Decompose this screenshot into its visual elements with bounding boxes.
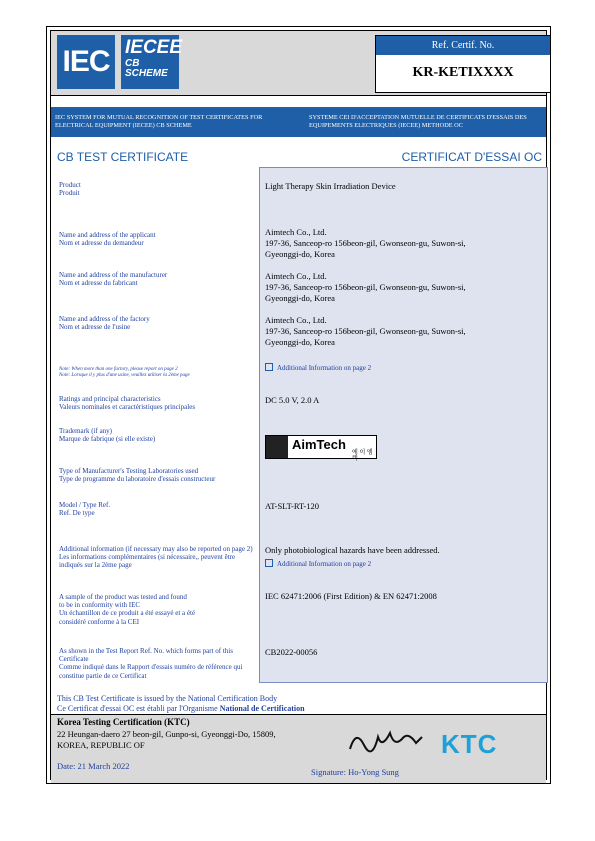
checkbox-icon[interactable] xyxy=(265,363,273,371)
applicant-value: Aimtech Co., Ltd. 197-36, Sanceop-ro 156beon-gil, Gwonseon-gu, Suwon-si, Gyeonggi-do, Korea xyxy=(265,227,466,259)
ktc-logo-text: KTC xyxy=(441,729,498,759)
trademark-mark-icon xyxy=(266,436,288,458)
issued-by xyxy=(57,694,305,714)
cert-number-box xyxy=(375,35,551,93)
additional-info-text: Additional Information on page 2 xyxy=(277,560,372,568)
report-label: As shown in the Test Report Ref. No. which forms part of this Certificate Comme indiqué dans le Rapport d'essais numéro de référence qui constitue partie de ce Certificat xyxy=(59,647,243,680)
issue-date: Date: 21 March 2022 xyxy=(57,761,130,771)
checkbox-icon[interactable] xyxy=(265,559,273,567)
handwritten-signature xyxy=(346,719,426,759)
program-label: Type of Manufacturer's Testing Laboratories used Type de programme du laboratoire d'essais constructeur xyxy=(59,467,216,484)
applicant-label: Name and address of the applicant Nom et adresse du demandeur xyxy=(59,231,156,248)
factory-value: Aimtech Co., Ltd. 197-36, Sanceop-ro 156beon-gil, Gwonseon-gu, Suwon-si, Gyeonggi-do, Korea xyxy=(265,315,466,347)
scheme-band xyxy=(51,107,546,137)
title-fr: CERTIFICAT D'ESSAI OC xyxy=(401,150,542,164)
additional-value: Only photobiological hazards have been addressed. xyxy=(265,545,440,555)
trademark-logo-text: AimTech xyxy=(292,437,346,452)
additional-label: Additional information (if necessary may also be reported on page 2) Les informations complémentaires (si nécessaire,, peuvent être indiqués sur la 2ème page xyxy=(59,545,253,570)
ratings-label: Ratings and principal characteristics Valeurs nominales et caractéristiques principales xyxy=(59,395,196,412)
scheme-logo-text: SCHEME xyxy=(125,68,168,79)
issued-fr-prefix: Ce Certificat d'essai OC est établi par l'Organisme xyxy=(57,704,220,713)
manufacturer-value: Aimtech Co., Ltd. 197-36, Sanceop-ro 156beon-gil, Gwonseon-gu, Suwon-si, Gyeonggi-do, Korea xyxy=(265,271,466,303)
issued-en: This CB Test Certificate is issued by the National Certification Body xyxy=(57,694,278,703)
signature-name: Signature: Ho-Yong Sung xyxy=(311,767,399,777)
issued-fr-bold: National de Certification xyxy=(219,704,305,713)
issuer-block xyxy=(51,714,546,783)
model-value: AT-SLT-RT-120 xyxy=(265,501,319,511)
ktc-logo xyxy=(441,729,497,760)
sample-label: A sample of the product was tested and found to be in conformity with IEC Un échantillon de ce produit a été essayé et a été considéré conforme à la CEI xyxy=(59,593,196,626)
factory-additional-info[interactable] xyxy=(265,363,545,374)
cert-number-label: Ref. Certif. No. xyxy=(376,36,550,55)
scheme-fr: SYSTEME CEI D'ACCEPTATION MUTUELLE DE CERTIFICATS D'ESSAIS DES EQUIPEMENTS ELECTRIQUES (IECEE) METHODE OC xyxy=(309,114,527,129)
issued-fr xyxy=(57,704,305,714)
title-en: CB TEST CERTIFICATE xyxy=(57,150,189,164)
trademark-logo-subtext: 에 이 엠 텍 xyxy=(352,450,373,462)
product-label: Product Produit xyxy=(59,181,81,198)
certificate-inner xyxy=(50,30,547,780)
issuer-address: 22 Heungan-daero 27 beon-gil, Gunpo-si, Gyeonggi-Do, 15809, KOREA, REPUBLIC OF xyxy=(57,729,276,750)
iecee-logo-text: IECEE xyxy=(125,37,183,58)
factory-note: Note: When more than one factory, please report on page 2 Note: Lorsque il y plus d'une usine, veuillez utiliser la 2ème page xyxy=(59,367,190,378)
cb-logo-text: CB xyxy=(125,58,140,69)
factory-label: Name and address of the factory Nom et adresse de l'usine xyxy=(59,315,150,332)
iec-logo: IEC xyxy=(57,35,115,89)
cert-number: KR-KETIXXXX xyxy=(412,65,514,80)
manufacturer-label: Name and address of the manufacturer Nom et adresse du fabricant xyxy=(59,271,168,288)
report-value: CB2022-00056 xyxy=(265,647,318,657)
model-label: Model / Type Ref. Ref. De type xyxy=(59,501,111,518)
scheme-en: IEC SYSTEM FOR MUTUAL RECOGNITION OF TEST CERTIFICATES FOR ELECTRICAL EQUIPMENT (IECEE) CB SCHEME xyxy=(55,114,263,129)
iecee-cb-logo xyxy=(121,35,183,89)
factory-additional-info-text: Additional Information on page 2 xyxy=(277,364,372,372)
certificate-titles xyxy=(51,150,546,168)
product-value: Light Therapy Skin Irradiation Device xyxy=(265,181,396,191)
issuer-org: Korea Testing Certification (KTC) xyxy=(57,717,190,727)
sample-value: IEC 62471:2006 (First Edition) & EN 62471:2008 xyxy=(265,591,437,601)
ratings-value: DC 5.0 V, 2.0 A xyxy=(265,395,320,405)
certificate-frame xyxy=(46,26,551,784)
header-bar xyxy=(51,31,546,96)
trademark-label: Trademark (if any) Marque de fabrique (si elle existe) xyxy=(59,427,156,444)
trademark-logo xyxy=(265,435,377,462)
additional-info[interactable] xyxy=(265,559,545,570)
